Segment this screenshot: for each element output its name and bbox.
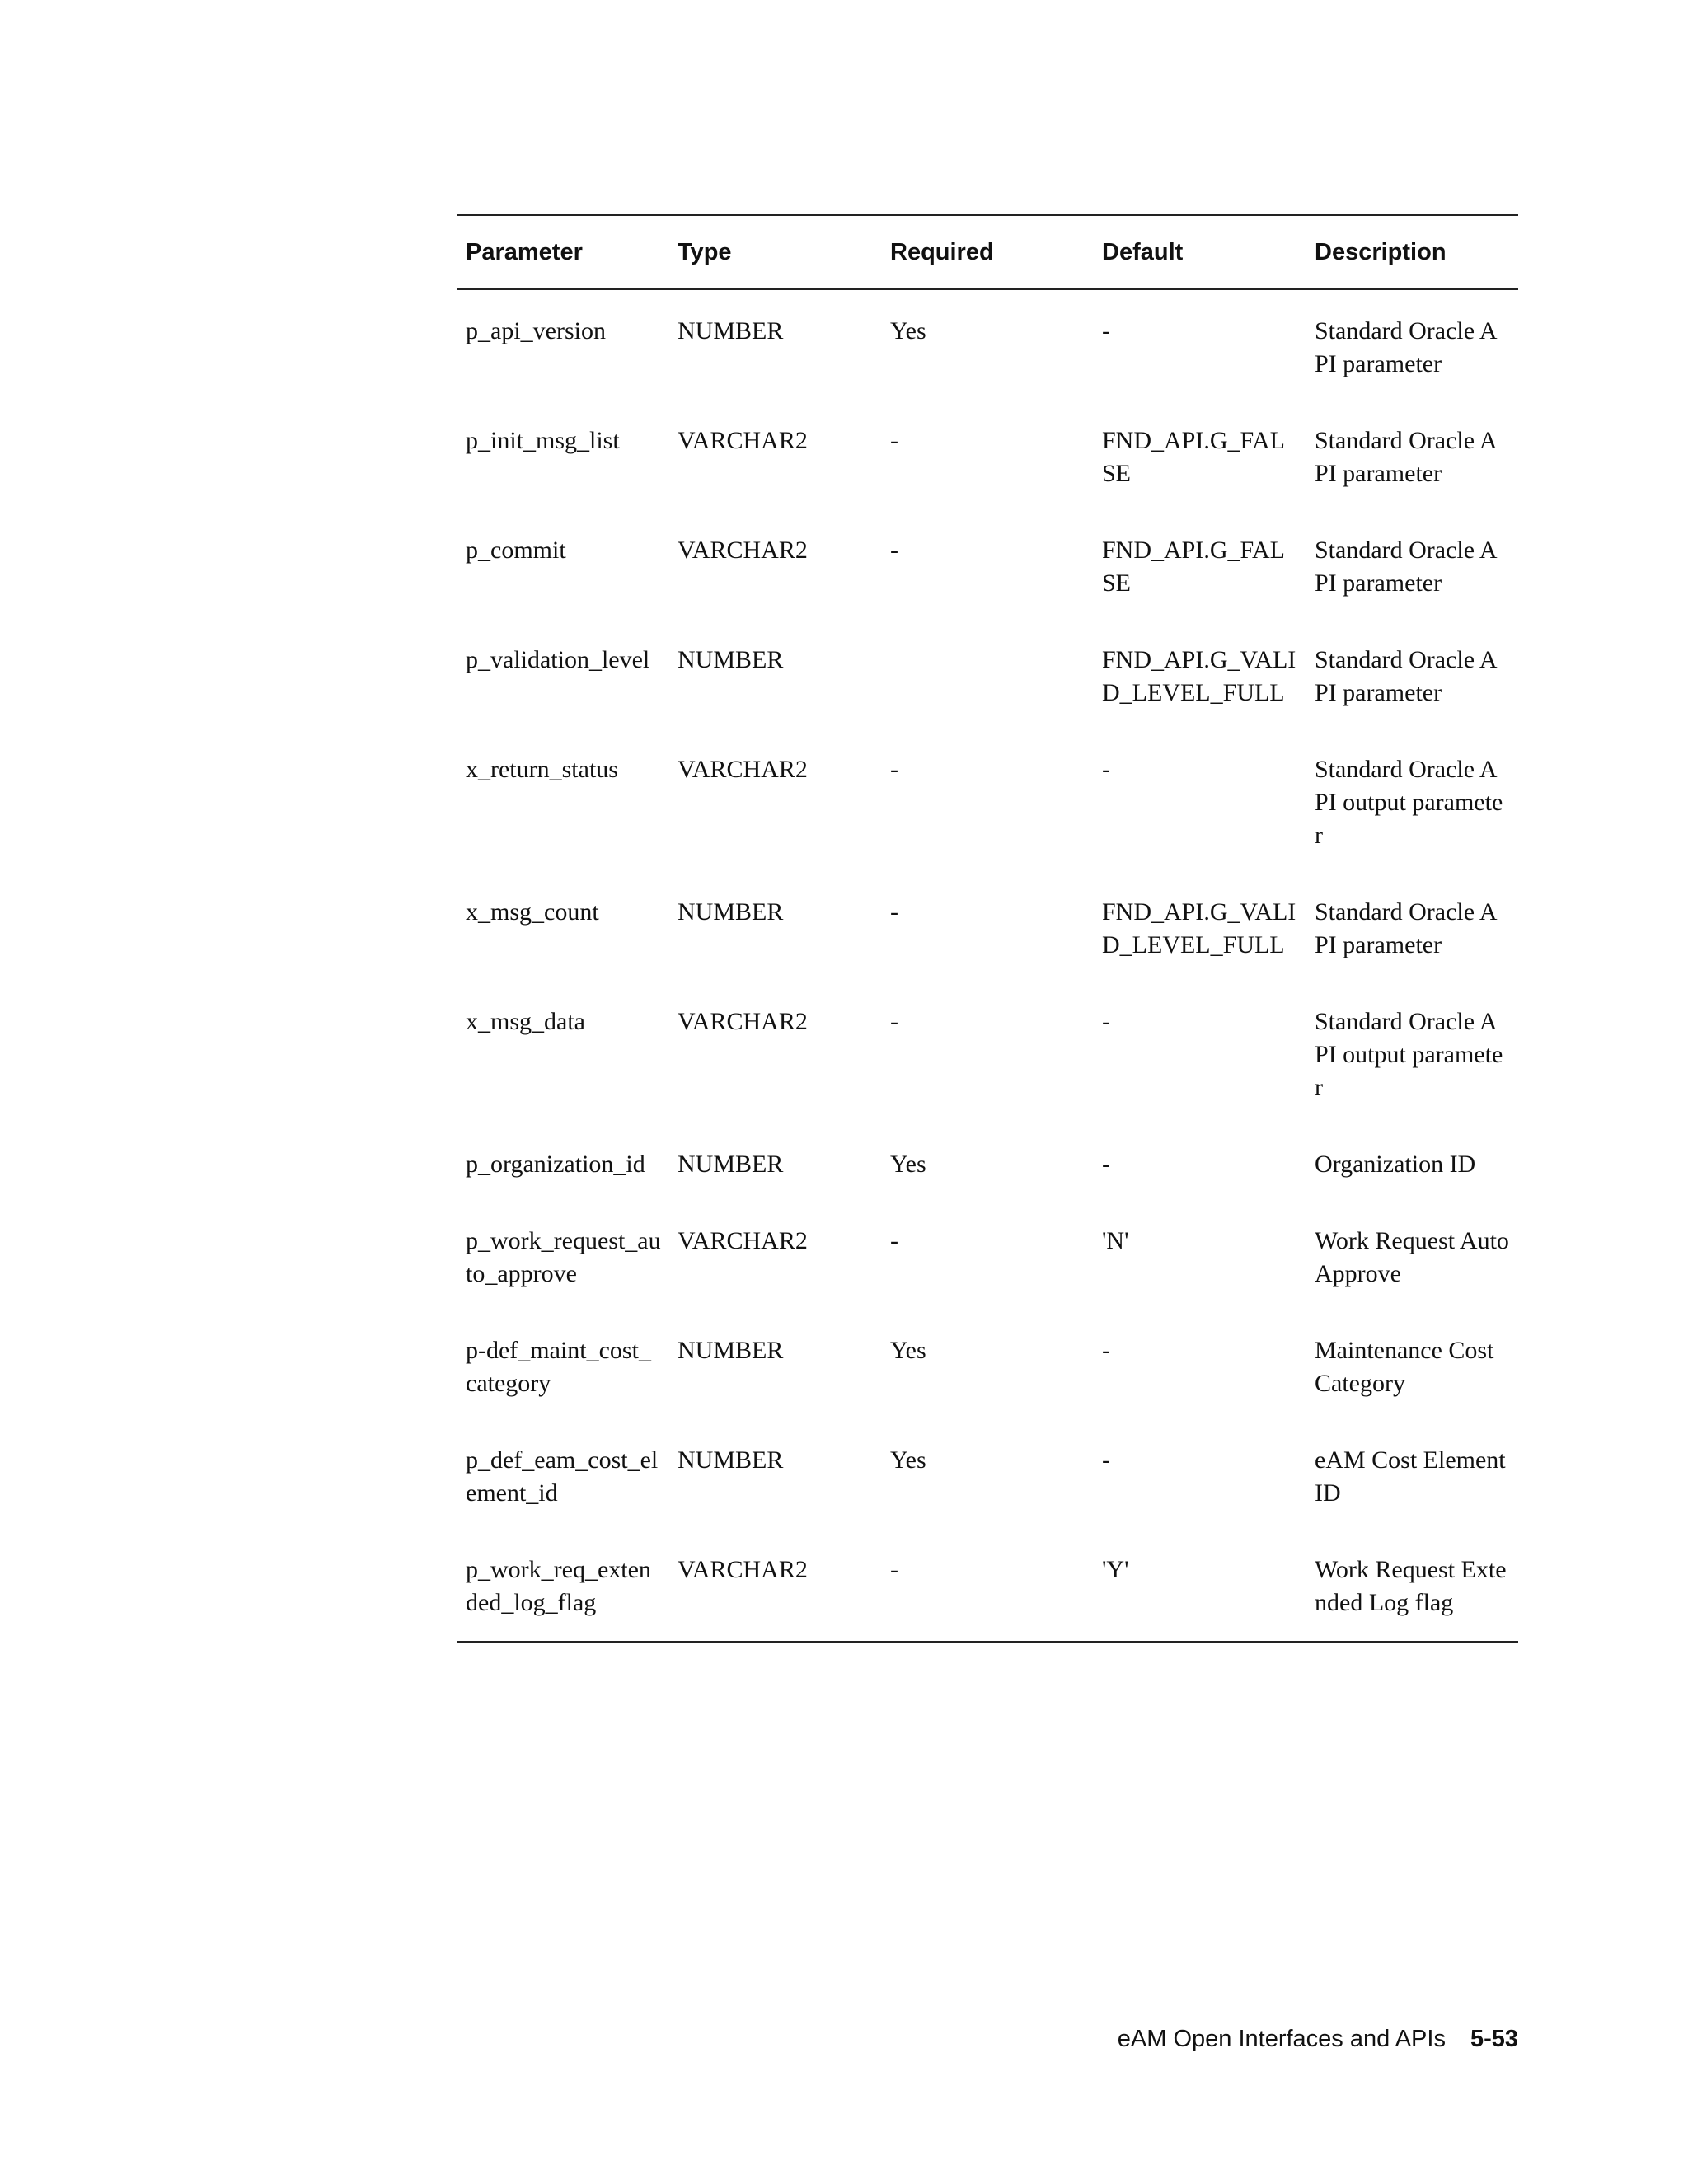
cell-description: Standard Oracle API parameter — [1315, 898, 1498, 958]
header-parameter: Parameter — [466, 238, 583, 265]
cell-required: - — [890, 898, 898, 926]
cell-parameter: p_work_req_extended_log_flag — [466, 1556, 651, 1616]
cell-description: Organization ID — [1315, 1151, 1476, 1178]
table-body — [457, 289, 1518, 1642]
cell-required — [882, 644, 1094, 753]
page-footer — [1118, 2026, 1518, 2053]
table-row — [457, 1148, 1518, 1225]
table-row — [457, 1225, 1518, 1334]
cell-required: Yes — [890, 1337, 926, 1364]
header-description: Description — [1315, 238, 1447, 265]
cell-description: Standard Oracle API output parameter — [1315, 1008, 1503, 1101]
cell-description: Maintenance Cost Category — [1315, 1337, 1494, 1397]
table-row — [457, 424, 1518, 534]
table-row — [457, 896, 1518, 1005]
table-header — [457, 215, 1518, 289]
cell-required: - — [890, 1227, 898, 1254]
table-row — [457, 1005, 1518, 1148]
cell-default: 'N' — [1102, 1227, 1129, 1254]
cell-required: - — [890, 1008, 898, 1035]
cell-required: Yes — [890, 1446, 926, 1474]
table-row — [457, 753, 1518, 896]
table-row — [457, 289, 1518, 424]
table-row — [457, 1444, 1518, 1554]
cell-required: - — [890, 537, 898, 564]
cell-default: - — [1102, 317, 1110, 344]
cell-type: VARCHAR2 — [678, 537, 808, 564]
cell-parameter: p_api_version — [466, 317, 606, 344]
parameter-table — [457, 214, 1518, 1643]
cell-required: - — [890, 1556, 898, 1583]
cell-default: - — [1102, 1337, 1110, 1364]
header-default: Default — [1102, 238, 1184, 265]
cell-required: - — [890, 427, 898, 454]
cell-description: eAM Cost Element ID — [1315, 1446, 1506, 1507]
cell-default: FND_API.G_VALID_LEVEL_FULL — [1102, 646, 1296, 706]
cell-type: VARCHAR2 — [678, 427, 808, 454]
cell-required: Yes — [890, 317, 926, 344]
header-type: Type — [678, 238, 732, 265]
cell-parameter: p_validation_level — [466, 646, 650, 673]
cell-type: NUMBER — [678, 898, 784, 926]
cell-default: - — [1102, 1446, 1110, 1474]
cell-parameter: x_return_status — [466, 756, 618, 783]
cell-parameter: p_commit — [466, 537, 566, 564]
cell-type: VARCHAR2 — [678, 1556, 808, 1583]
cell-description: Work Request Extended Log flag — [1315, 1556, 1507, 1616]
header-required: Required — [890, 238, 994, 265]
cell-type: VARCHAR2 — [678, 1227, 808, 1254]
cell-parameter: p_init_msg_list — [466, 427, 620, 454]
cell-description: Standard Oracle API parameter — [1315, 646, 1498, 706]
cell-description: Standard Oracle API parameter — [1315, 427, 1498, 487]
cell-default: FND_API.G_FALSE — [1102, 537, 1285, 597]
table-row — [457, 1334, 1518, 1444]
table-row — [457, 1554, 1518, 1642]
cell-type: NUMBER — [678, 317, 784, 344]
cell-type: VARCHAR2 — [678, 756, 808, 783]
cell-parameter: p_organization_id — [466, 1151, 645, 1178]
cell-type: NUMBER — [678, 1337, 784, 1364]
cell-required: Yes — [890, 1151, 926, 1178]
cell-type: VARCHAR2 — [678, 1008, 808, 1035]
cell-parameter: x_msg_count — [466, 898, 599, 926]
cell-parameter: p_def_eam_cost_element_id — [466, 1446, 659, 1507]
cell-parameter: p_work_request_auto_approve — [466, 1227, 661, 1287]
cell-description: Standard Oracle API parameter — [1315, 537, 1498, 597]
cell-default: 'Y' — [1102, 1556, 1129, 1583]
cell-type: NUMBER — [678, 1151, 784, 1178]
cell-default: - — [1102, 756, 1110, 783]
cell-description: Standard Oracle API parameter — [1315, 317, 1498, 377]
cell-required: - — [890, 756, 898, 783]
table-row — [457, 534, 1518, 644]
cell-default: - — [1102, 1151, 1110, 1178]
cell-parameter: p-def_maint_cost_category — [466, 1337, 651, 1397]
cell-description: Standard Oracle API output parameter — [1315, 756, 1503, 849]
cell-type: NUMBER — [678, 1446, 784, 1474]
table-row — [457, 644, 1518, 753]
footer-section-title: eAM Open Interfaces and APIs — [1117, 2026, 1446, 2052]
footer-page-number: 5-53 — [1470, 2026, 1518, 2052]
cell-default: - — [1102, 1008, 1110, 1035]
header-row — [457, 215, 1518, 289]
cell-default: FND_API.G_VALID_LEVEL_FULL — [1102, 898, 1296, 958]
cell-type: NUMBER — [678, 646, 784, 673]
cell-parameter: x_msg_data — [466, 1008, 585, 1035]
cell-description: Work Request Auto Approve — [1315, 1227, 1509, 1287]
cell-default: FND_API.G_FALSE — [1102, 427, 1285, 487]
